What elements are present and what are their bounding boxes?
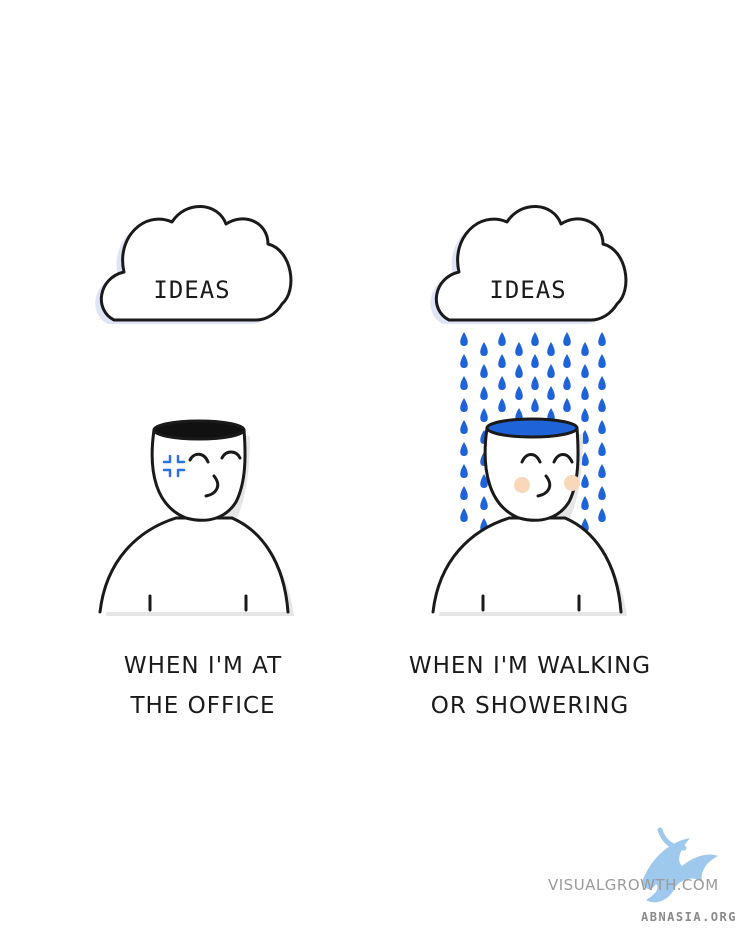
left-caption-line2: THE OFFICE [130,693,276,719]
left-blush [514,477,530,493]
right-cloud [430,206,626,324]
raindrop [515,342,523,356]
raindrop [460,508,468,522]
right-caption-line1: WHEN I'M WALKING [408,653,652,679]
raindrop [460,398,468,412]
raindrop [563,376,571,390]
raindrop [498,332,506,346]
raindrop [598,486,606,500]
raindrop [581,364,589,378]
raindrop [498,354,506,368]
right-cloud-label: IDEAS [489,276,567,304]
raindrop [531,332,539,346]
raindrop [581,496,589,510]
raindrop [598,332,606,346]
raindrop [563,354,571,368]
raindrop [515,364,523,378]
raindrop [480,364,488,378]
raindrop [581,342,589,356]
raindrop [460,442,468,456]
raindrop [581,408,589,422]
raindrop [480,408,488,422]
raindrop [563,332,571,346]
left-cloud [95,206,291,324]
raindrop [460,486,468,500]
raindrop [531,376,539,390]
raindrop [531,398,539,412]
raindrop [581,386,589,400]
raindrop [547,386,555,400]
raindrop [460,420,468,434]
raindrop [515,386,523,400]
raindrop [460,464,468,478]
raindrop [581,474,589,488]
raindrop [498,398,506,412]
raindrop [598,420,606,434]
right-blush [564,475,580,491]
raindrop [547,342,555,356]
left-person [100,421,294,616]
raindrop [598,398,606,412]
raindrop [598,464,606,478]
raindrop [547,364,555,378]
left-caption-line1: WHEN I'M AT [123,653,283,679]
raindrop [598,442,606,456]
left-cloud-label: IDEAS [153,276,231,304]
raindrop [480,496,488,510]
raindrop [598,354,606,368]
raindrop [480,386,488,400]
right-caption-line2: OR SHOWERING [430,693,630,719]
raindrop [598,376,606,390]
raindrop [531,354,539,368]
raindrop [598,508,606,522]
raindrop [460,332,468,346]
left-caption [98,646,308,726]
raindrop [498,376,506,390]
raindrop [480,342,488,356]
right-caption [380,646,680,726]
credit-text: VISUALGROWTH.COM [548,876,719,894]
raindrop [460,376,468,390]
raindrop [460,354,468,368]
watermark-text: ABNASIA.ORG [641,910,737,924]
raindrop [563,398,571,412]
